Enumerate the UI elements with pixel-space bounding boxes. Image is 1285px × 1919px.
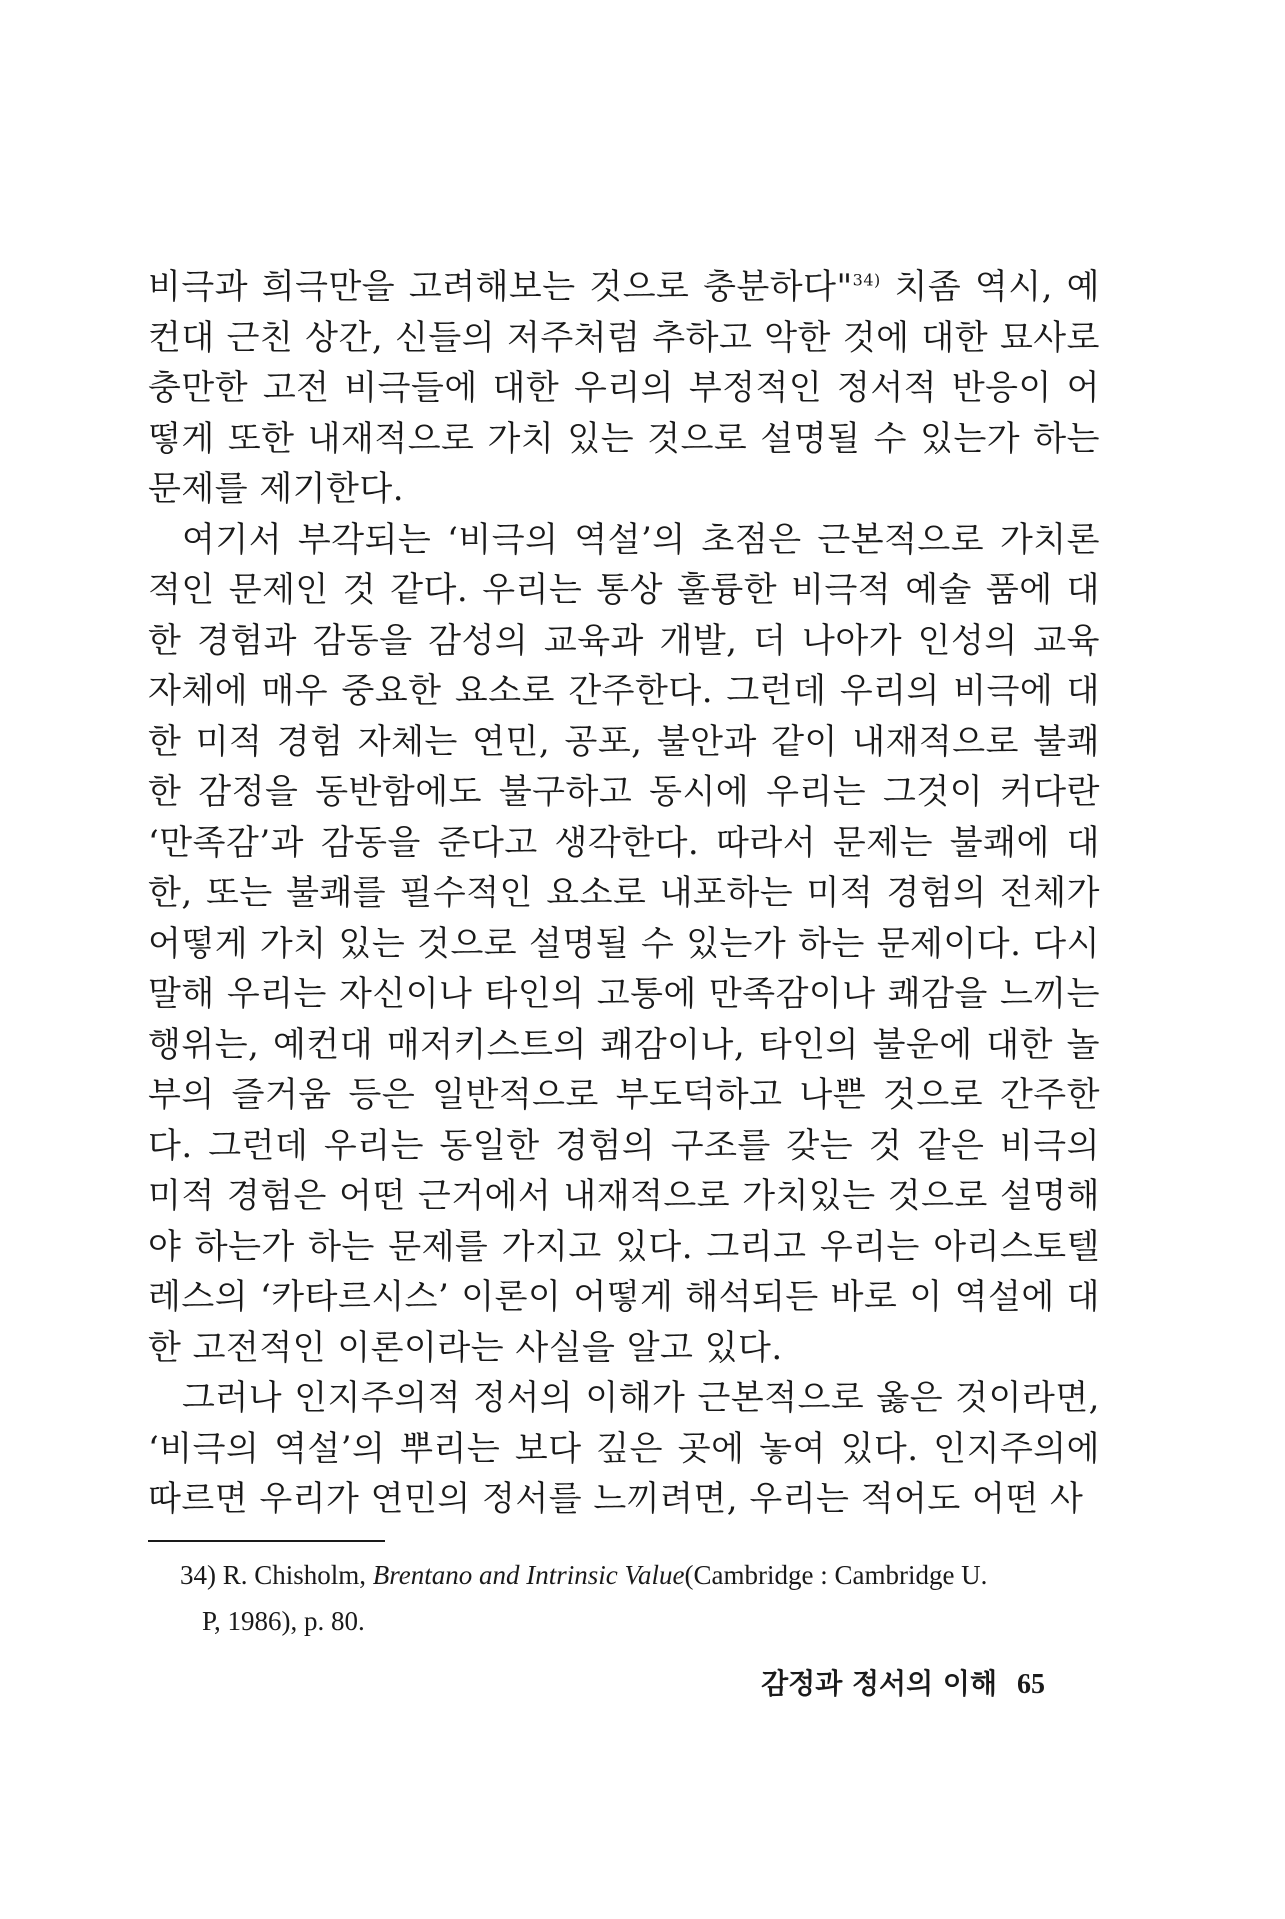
- footnote-title: Brentano and Intrinsic Value: [372, 1560, 685, 1590]
- page-number: 65: [1017, 1669, 1045, 1700]
- running-title: 감정과 정서의 이해: [761, 1667, 997, 1700]
- footnote-publisher-cont: P, 1986), p. 80.: [202, 1606, 365, 1636]
- paragraph-3: 그러나 인지주의적 정서의 이해가 근본적으로 옳은 것이라면, ‘비극의 역설’의 뿌리는 보다 깊은 곳에 놓여 있다. 인지주의에 따르면 우리가 연민의 정서를 느끼려면, 우리는 적어도 어떤 사: [148, 1378, 1100, 1519]
- footnote: [180, 1552, 1100, 1644]
- paragraph-1-text: 비극과 희극만을 고려해보는 것으로 충분하다": [148, 267, 853, 307]
- running-footer: [761, 1662, 1045, 1702]
- footnote-divider: [148, 1540, 385, 1542]
- paragraph-1-text-after: 치좀 역시, 예컨대 근친 상간, 신들의 저주처럼 추하고 악한 것에 대한 묘사로 충만한 고전 비극들에 대한 우리의 부정적인 정서적 반응이 어떻게 또한 내재적으로 가치 있는 것으로 설명될 수 있는가 하는 문제를 제기한다.: [148, 267, 1100, 509]
- page-body: [148, 262, 1100, 1525]
- paragraph-2: 여기서 부각되는 ‘비극의 역설’의 초점은 근본적으로 가치론적인 문제인 것 같다. 우리는 통상 훌륭한 비극적 예술 품에 대한 경험과 감동을 감성의 교육과 개발, 더 나아가 인성의 교육 자체에 매우 중요한 요소로 간주한다. 그런데 우리의 비극에 대한 미적 경험 자체는 연민, 공포, 불안과 같이 내재적으로 불쾌한 감정을 동반함에도 불구하고 동시에 우리는 그것이 커다란 ‘만족감’과 감동을 준다고 생각한다. 따라서 문제는 불쾌에 대한, 또는 불쾌를 필수적인 요소로 내포하는 미적 경험의 전체가 어떻게 가치 있는 것으로 설명될 수 있는가 하는 문제이다. 다시 말해 우리는 자신이나 타인의 고통에 만족감이나 쾌감을 느끼는 행위는, 예컨대 매저키스트의 쾌감이나, 타인의 불운에 대한 놀부의 즐거움 등은 일반적으로 부도덕하고 나쁜 것으로 간주한다. 그런데 우리는 동일한 경험의 구조를 갖는 것 같은 비극의 미적 경험은 어떤 근거에서 내재적으로 가치있는 것으로 설명해야 하는가 하는 문제를 가지고 있다. 그리고 우리는 아리스토텔레스의 ‘카타르시스’ 이론이 어떻게 해석되든 바로 이 역설에 대한 고전적인 이론이라는 사실을 알고 있다.: [148, 519, 1100, 1368]
- footnote-publisher: (Cambridge : Cambridge U.: [684, 1560, 988, 1590]
- footnote-author: R. Chisholm,: [216, 1560, 373, 1590]
- footnote-reference[interactable]: 34): [852, 270, 881, 290]
- paragraph-1: [148, 262, 1100, 515]
- footnote-number: 34): [180, 1560, 216, 1590]
